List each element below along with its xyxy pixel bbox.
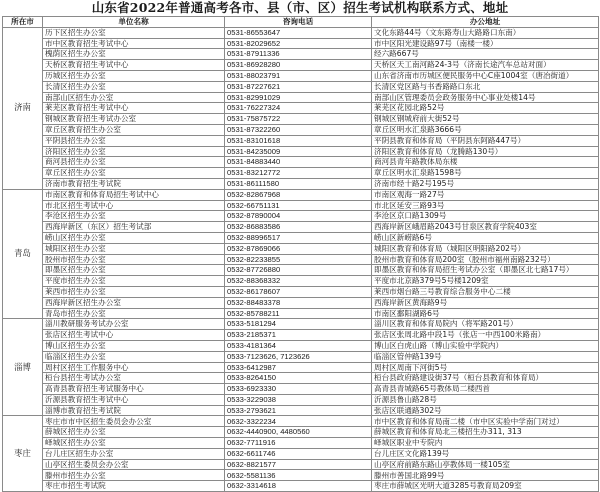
- address-cell: 平度市北京路379号5号楼1209室: [372, 276, 599, 287]
- name-cell: 城阳区招生办公室: [43, 243, 225, 254]
- table-row: [3, 308, 599, 319]
- phone-cell: 0632-5581136: [225, 470, 372, 481]
- name-cell: 临淄区招生办公室: [43, 351, 225, 362]
- table-row: [3, 340, 599, 351]
- table-row: [3, 394, 599, 405]
- phone-cell: 0531-86928280: [225, 60, 372, 71]
- address-cell: 西海岸新区峨眉路2043号甘泉区教育学院403室: [372, 222, 599, 233]
- address-cell: 高青县青城路65号教体局二楼西首: [372, 384, 599, 395]
- address-cell: 沂源县鲁山路28号: [372, 394, 599, 405]
- name-cell: 商河县招生办公室: [43, 157, 225, 168]
- address-cell: 钢城区钢城府前大街52号: [372, 114, 599, 125]
- address-cell: 市南区观海一路27号: [372, 189, 599, 200]
- phone-cell: 0531-83212772: [225, 168, 372, 179]
- table-row: [3, 146, 599, 157]
- address-cell: 章丘区明水汇泉路3666号: [372, 124, 599, 135]
- table-row: [3, 330, 599, 341]
- address-cell: 济南市经十路2号195号: [372, 178, 599, 189]
- table-row: [3, 178, 599, 189]
- phone-cell: 0531-87227621: [225, 81, 372, 92]
- table-row: [3, 49, 599, 60]
- name-cell: 台儿庄区招生办公室: [43, 448, 225, 459]
- table-row: [3, 405, 599, 416]
- phone-cell: 0533-6923330: [225, 384, 372, 395]
- name-cell: 博山区招生办公室: [43, 340, 225, 351]
- table-row: [3, 211, 599, 222]
- table-row: [3, 135, 599, 146]
- address-cell: 台儿庄区文化路139号: [372, 448, 599, 459]
- address-cell: 崂山区新崂路6号: [372, 232, 599, 243]
- address-cell: 山东省济南市历城区便民服务中心C座1004室（唐冶街道）: [372, 70, 599, 81]
- table-row: [3, 416, 599, 427]
- name-cell: 市北区招生考试中心: [43, 200, 225, 211]
- header-address: 办公地址: [372, 17, 599, 28]
- table-row: [3, 254, 599, 265]
- name-cell: 章丘区招生办公室: [43, 168, 225, 179]
- name-cell: 历下区招生办公室: [43, 27, 225, 38]
- name-cell: 枣庄市市中区招生委员会办公室: [43, 416, 225, 427]
- address-cell: 胶州市教育和体育局200室（胶州市福州南路232号）: [372, 254, 599, 265]
- name-cell: 天桥区教育招生考试中心: [43, 60, 225, 71]
- name-cell: 莱西市招生办公室: [43, 286, 225, 297]
- name-cell: 平阴县招生办公室: [43, 135, 225, 146]
- table-row: [3, 38, 599, 49]
- address-cell: 市北区延安三路93号: [372, 200, 599, 211]
- phone-cell: 0532-82867968: [225, 189, 372, 200]
- table-row: [3, 124, 599, 135]
- table-row: [3, 103, 599, 114]
- name-cell: 滕州市招生办公室: [43, 470, 225, 481]
- name-cell: 平度市招生办公室: [43, 276, 225, 287]
- name-cell: 桓台县招生考试办公室: [43, 373, 225, 384]
- address-cell: 李沧区京口路1309号: [372, 211, 599, 222]
- phone-cell: 0531-75875722: [225, 114, 372, 125]
- phone-cell: 0532-88996517: [225, 232, 372, 243]
- name-cell: 济阳区招生办公室: [43, 146, 225, 157]
- table-row: [3, 427, 599, 438]
- address-cell: 西海岸新区黄海路9号: [372, 297, 599, 308]
- city-cell: 枣庄: [3, 416, 43, 492]
- header-row: [3, 17, 599, 28]
- phone-cell: 0531-84235009: [225, 146, 372, 157]
- table-row: [3, 470, 599, 481]
- name-cell: 历城区招生办公室: [43, 70, 225, 81]
- address-cell: 经六路667号: [372, 49, 599, 60]
- table-row: [3, 481, 599, 492]
- address-cell: 莱西市烟台路三号教育综合服务中心二楼: [372, 286, 599, 297]
- phone-cell: 0531-86553647: [225, 27, 372, 38]
- table-body: [3, 27, 599, 491]
- phone-cell: 0531-87911336: [225, 49, 372, 60]
- contact-table: [2, 16, 599, 492]
- phone-cell: 0533-7123626, 7123626: [225, 351, 372, 362]
- address-cell: 张店区张周北路中段1号（张店一中西100米路南）: [372, 330, 599, 341]
- address-cell: 临淄区管仲路139号: [372, 351, 599, 362]
- table-row: [3, 27, 599, 38]
- name-cell: 市南区教育和体育局招生考试中心: [43, 189, 225, 200]
- name-cell: 长清区招生办公室: [43, 81, 225, 92]
- table-row: [3, 362, 599, 373]
- address-cell: 滕州市善国北路99号: [372, 470, 599, 481]
- name-cell: 章丘区教育招生办公室: [43, 124, 225, 135]
- name-cell: 西海岸新区招生办公室: [43, 297, 225, 308]
- phone-cell: 0531-83101618: [225, 135, 372, 146]
- table-row: [3, 297, 599, 308]
- name-cell: 李沧区招生办公室: [43, 211, 225, 222]
- city-cell: 济南: [3, 27, 43, 189]
- phone-cell: 0531-82029652: [225, 38, 372, 49]
- phone-cell: 0533-2793621: [225, 405, 372, 416]
- address-cell: 商河县青年路教体局东楼: [372, 157, 599, 168]
- name-cell: 薛城区招生办公室: [43, 427, 225, 438]
- table-row: [3, 114, 599, 125]
- phone-cell: 0531-76227324: [225, 103, 372, 114]
- address-cell: 峄城区职业中专院内: [372, 438, 599, 449]
- name-cell: 槐荫区招生办公室: [43, 49, 225, 60]
- phone-cell: 0531-87322260: [225, 124, 372, 135]
- phone-cell: 0532-85788211: [225, 308, 372, 319]
- address-cell: 长清区党区路与书香路路口东北: [372, 81, 599, 92]
- table-row: [3, 276, 599, 287]
- table-row: [3, 265, 599, 276]
- phone-cell: 0632-7711916: [225, 438, 372, 449]
- address-cell: 城阳区教育和体育局（城阳区明阳路202号）: [372, 243, 599, 254]
- phone-cell: 0533-6412987: [225, 362, 372, 373]
- name-cell: 淄博市教育招生考试院: [43, 405, 225, 416]
- address-cell: 市中区阳光建设路97号（南楼一楼）: [372, 38, 599, 49]
- table-row: [3, 448, 599, 459]
- table-row: [3, 157, 599, 168]
- name-cell: 枣庄市招生考试院: [43, 481, 225, 492]
- name-cell: 即墨区招生办公室: [43, 265, 225, 276]
- name-cell: 高青县教育招生考试服务中心: [43, 384, 225, 395]
- phone-cell: 0632-3322234: [225, 416, 372, 427]
- name-cell: 南部山区招生办公室: [43, 92, 225, 103]
- address-cell: 济阳区教育和体育局（龙腾路130号）: [372, 146, 599, 157]
- name-cell: 沂源县教育招生考试中心: [43, 394, 225, 405]
- table-row: [3, 222, 599, 233]
- table-row: [3, 81, 599, 92]
- name-cell: 张店区招生考试中心: [43, 330, 225, 341]
- phone-cell: 0532-87869066: [225, 243, 372, 254]
- name-cell: 济南市教育招生考试院: [43, 178, 225, 189]
- table-row: [3, 232, 599, 243]
- phone-cell: 0632-3314618: [225, 481, 372, 492]
- table-row: [3, 384, 599, 395]
- table-row: [3, 438, 599, 449]
- name-cell: 周村区招生工作服务中心: [43, 362, 225, 373]
- address-cell: 桓台县政府路建设街37号（桓台县教育和体育局）: [372, 373, 599, 384]
- phone-cell: 0632-6611746: [225, 448, 372, 459]
- table-row: [3, 319, 599, 330]
- phone-cell: 0531-88023791: [225, 70, 372, 81]
- table-row: [3, 200, 599, 211]
- page-title: 山东省2022年普通高考各市、县（市、区）招生考试机构联系方式、地址: [91, 0, 509, 15]
- phone-cell: 0532-86883586: [225, 222, 372, 233]
- phone-cell: 0532-88368332: [225, 276, 372, 287]
- name-cell: 钢城区教育招生考试办公室: [43, 114, 225, 125]
- phone-cell: 0632-8821577: [225, 459, 372, 470]
- name-cell: 莱芜区教育招生考试中心: [43, 103, 225, 114]
- table-row: [3, 70, 599, 81]
- phone-cell: 0533-3229038: [225, 394, 372, 405]
- phone-cell: 0532-86178607: [225, 286, 372, 297]
- phone-cell: 0533-8264150: [225, 373, 372, 384]
- address-cell: 博山区白虎山路（博山实验中学院内）: [372, 340, 599, 351]
- address-cell: 薛城区教育和体育局北三楼招生办311, 313: [372, 427, 599, 438]
- name-cell: 淄川教研服务考试办公室: [43, 319, 225, 330]
- phone-cell: 0532-87890004: [225, 211, 372, 222]
- address-cell: 南部山区管理委员会政务服务中心事业处楼14号: [372, 92, 599, 103]
- address-cell: 章丘区明水汇泉路1598号: [372, 168, 599, 179]
- table-row: [3, 92, 599, 103]
- city-cell: 青岛: [3, 189, 43, 319]
- phone-cell: 0533-2185371: [225, 330, 372, 341]
- address-cell: 张店区联通路302号: [372, 405, 599, 416]
- address-cell: 莱芜区花园北路52号: [372, 103, 599, 114]
- address-cell: 山亭区府前路东路山亭教体局一楼105室: [372, 459, 599, 470]
- phone-cell: 0532-87726880: [225, 265, 372, 276]
- address-cell: 淄川区教育和体育局院内（将军路201号）: [372, 319, 599, 330]
- name-cell: 市中区教育招生考试中心: [43, 38, 225, 49]
- table-row: [3, 189, 599, 200]
- table-row: [3, 286, 599, 297]
- name-cell: 崂山区招生办公室: [43, 232, 225, 243]
- name-cell: 山亭区招生委员会办公室: [43, 459, 225, 470]
- address-cell: 即墨区教育和体育局招生考试办公室（即墨区北七路17号）: [372, 265, 599, 276]
- phone-cell: 0533-4181364: [225, 340, 372, 351]
- table-row: [3, 373, 599, 384]
- city-cell: 淄博: [3, 319, 43, 416]
- name-cell: 西海岸新区（东区）招生考试部: [43, 222, 225, 233]
- address-cell: 市南区鄱阳湖路6号: [372, 308, 599, 319]
- header-city: 所在市: [3, 17, 43, 28]
- name-cell: 峄城区招生办公室: [43, 438, 225, 449]
- table-row: [3, 351, 599, 362]
- phone-cell: 0532-82233855: [225, 254, 372, 265]
- address-cell: 文化东路44号（文东路寿山大路路口东南）: [372, 27, 599, 38]
- name-cell: 青岛市招生办公室: [43, 308, 225, 319]
- address-cell: 天桥区天工南河路24-3号（济南长途汽车总站对面）: [372, 60, 599, 71]
- phone-cell: 0531-84883440: [225, 157, 372, 168]
- table-row: [3, 459, 599, 470]
- phone-cell: 0531-82991029: [225, 92, 372, 103]
- phone-cell: 0531-86111580: [225, 178, 372, 189]
- address-cell: 市中区教育和体育局南二楼（市中区实验中学南门对过）: [372, 416, 599, 427]
- phone-cell: 0532-88483378: [225, 297, 372, 308]
- phone-cell: 0632-4440900, 4480560: [225, 427, 372, 438]
- address-cell: 周村区周南下河街5号: [372, 362, 599, 373]
- phone-cell: 0533-5181294: [225, 319, 372, 330]
- name-cell: 胶州市招生办公室: [43, 254, 225, 265]
- table-row: [3, 243, 599, 254]
- table-row: [3, 60, 599, 71]
- address-cell: 枣庄市薛城区光明大道3285号教育局209室: [372, 481, 599, 492]
- address-cell: 平阴县教育和体育局（平阴县东阿路447号）: [372, 135, 599, 146]
- header-name: 单位名称: [43, 17, 225, 28]
- phone-cell: 0532-66751131: [225, 200, 372, 211]
- table-row: [3, 168, 599, 179]
- header-phone: 咨询电话: [225, 17, 372, 28]
